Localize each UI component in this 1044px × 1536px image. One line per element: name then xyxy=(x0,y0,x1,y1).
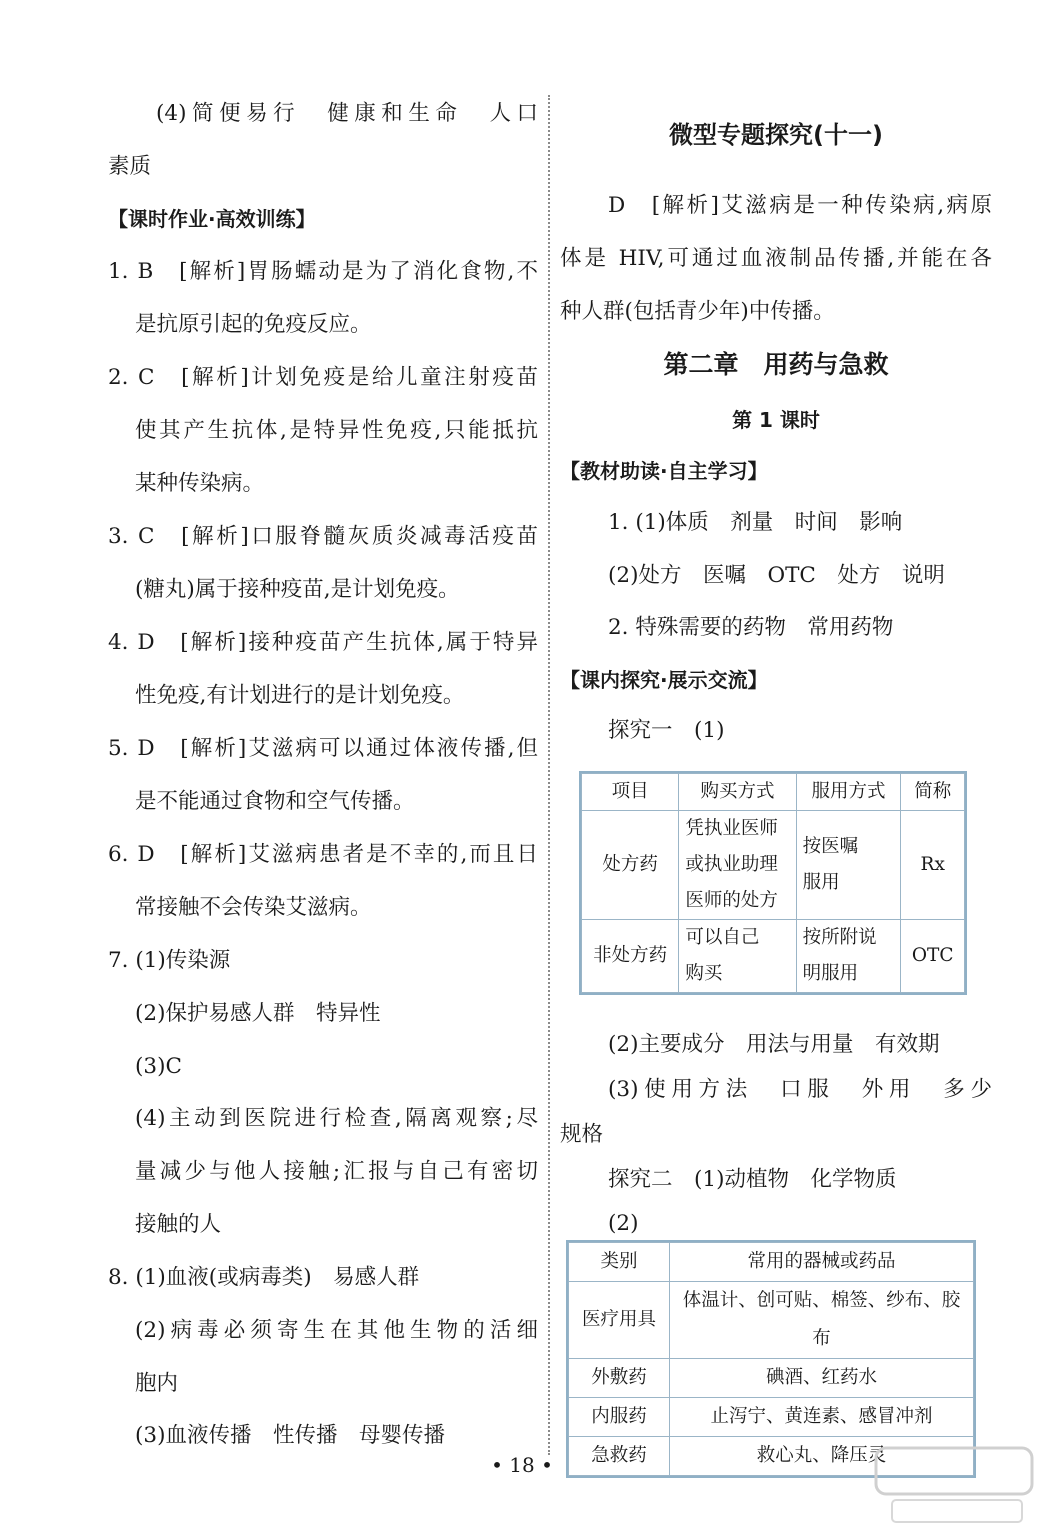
table-cell: 急救药 xyxy=(569,1437,670,1476)
answer-line: 2. 特殊需要的药物 常用药物 xyxy=(608,615,894,640)
table-header-row xyxy=(569,1243,974,1282)
table-cell xyxy=(796,811,901,920)
cell-line: 或执业助理 xyxy=(685,854,778,875)
answer-line: 8. (1)血液(或病毒类) 易感人群 xyxy=(108,1265,420,1290)
table-cell: 止泻宁、黄连素、感冒冲剂 xyxy=(670,1398,974,1437)
table-header-row xyxy=(582,774,965,811)
answer-line: (2)保护易感人群 特异性 xyxy=(135,1001,381,1026)
answer-line: 接触的人 xyxy=(135,1212,222,1237)
table-header-cell: 项目 xyxy=(582,774,679,811)
answer-line: 胞内 xyxy=(135,1371,179,1396)
answer-line: 某种传染病。 xyxy=(135,471,265,496)
answer-line: 探究二 (1)动植物 化学物质 xyxy=(608,1167,897,1192)
cell-line: 购买 xyxy=(685,963,723,984)
answer-line: 2. C [解析]计划免疫是给儿童注射疫苗 xyxy=(108,365,538,390)
table-cell: 非处方药 xyxy=(582,920,679,993)
answer-line: (3)C xyxy=(135,1054,182,1079)
table-cell: OTC xyxy=(901,920,965,993)
page-number: • 18 • xyxy=(491,1453,553,1477)
answer-line: (2) xyxy=(608,1211,639,1236)
answer-line: 素质 xyxy=(108,154,152,179)
answer-line: 是抗原引起的免疫反应。 xyxy=(135,312,372,337)
cell-line: 医师的处方 xyxy=(685,890,778,911)
answer-line: 6. D [解析]艾滋病患者是不幸的,而且日 xyxy=(108,842,538,867)
answer-line: 是不能通过食物和空气传播。 xyxy=(135,789,415,814)
table-header-cell: 常用的器械或药品 xyxy=(670,1243,974,1282)
answer-line: 种人群(包括青少年)中传播。 xyxy=(560,299,835,324)
answer-line: 7. (1)传染源 xyxy=(108,948,231,973)
watermark-logo-icon xyxy=(870,1440,1040,1530)
cell-line: 按医嘱 xyxy=(802,836,859,857)
cell-line: 可以自己 xyxy=(685,927,760,948)
table-cell: 处方药 xyxy=(582,811,679,920)
answer-line: 规格 xyxy=(560,1122,604,1147)
table-cell xyxy=(679,811,796,920)
answer-line: (3)血液传播 性传播 母婴传播 xyxy=(135,1423,445,1448)
table-cell: 外敷药 xyxy=(569,1359,670,1398)
table-row xyxy=(569,1398,974,1437)
section-heading: 【教材助读·自主学习】 xyxy=(560,459,768,483)
table-cell: 医疗用具 xyxy=(569,1282,670,1359)
topic-title: 微型专题探究(十一) xyxy=(669,121,883,149)
medicine-type-table xyxy=(581,773,965,993)
table-cell: Rx xyxy=(901,811,965,920)
answer-line: 性免疫,有计划进行的是计划免疫。 xyxy=(135,683,465,708)
section-heading: 【课内探究·展示交流】 xyxy=(560,668,768,692)
table-row xyxy=(569,1282,974,1359)
table-row xyxy=(569,1359,974,1398)
table-row xyxy=(582,811,965,920)
answer-line: (2)病毒必须寄生在其他生物的活细 xyxy=(135,1318,538,1343)
answer-line: 常接触不会传染艾滋病。 xyxy=(135,895,372,920)
answer-line: 4. D [解析]接种疫苗产生抗体,属于特异 xyxy=(108,630,538,655)
cell-line: 凭执业医师 xyxy=(685,818,778,839)
table-cell xyxy=(679,920,796,993)
table-header-cell: 购买方式 xyxy=(679,774,796,811)
answer-line: 1. (1)体质 剂量 时间 影响 xyxy=(608,510,903,535)
table-cell: 碘酒、红药水 xyxy=(670,1359,974,1398)
answer-line: D [解析]艾滋病是一种传染病,病原 xyxy=(608,193,992,218)
table-cell: 体温计、创可贴、棉签、纱布、胶布 xyxy=(670,1282,974,1359)
cell-line: 明服用 xyxy=(802,963,859,984)
table-cell: 救心丸、降压灵 xyxy=(670,1437,974,1476)
table-cell xyxy=(796,920,901,993)
answer-line: (4)简便易行 健康和生命 人口 xyxy=(156,101,538,126)
answer-line: 探究一 (1) xyxy=(608,718,725,743)
answer-line: (糖丸)属于接种疫苗,是计划免疫。 xyxy=(135,577,460,602)
answer-line: (3)使用方法 口服 外用 多少 xyxy=(608,1077,992,1102)
cell-line: 按所附说 xyxy=(802,927,877,948)
chapter-title: 第二章 用药与急救 xyxy=(663,350,889,379)
table-header-cell: 服用方式 xyxy=(796,774,901,811)
answer-line: 体是 HIV,可通过血液制品传播,并能在各 xyxy=(560,246,992,271)
answer-line: (4)主动到医院进行检查,隔离观察;尽 xyxy=(135,1106,538,1131)
answer-line: 1. B [解析]胃肠蠕动是为了消化食物,不 xyxy=(108,259,538,284)
answer-line: 量减少与他人接触;汇报与自己有密切 xyxy=(135,1159,538,1184)
table-cell: 内服药 xyxy=(569,1398,670,1437)
answer-line: (2)处方 医嘱 OTC 处方 说明 xyxy=(608,563,945,588)
answer-line: (2)主要成分 用法与用量 有效期 xyxy=(608,1032,940,1057)
section-heading: 【课时作业·高效训练】 xyxy=(108,207,316,231)
answer-line: 使其产生抗体,是特异性免疫,只能抵抗 xyxy=(135,418,538,443)
table-row xyxy=(582,920,965,993)
table-header-cell: 类别 xyxy=(569,1243,670,1282)
table-header-cell: 简称 xyxy=(901,774,965,811)
cell-line: 服用 xyxy=(802,872,840,893)
answer-line: 5. D [解析]艾滋病可以通过体液传播,但 xyxy=(108,736,538,761)
column-divider xyxy=(548,95,550,1455)
answer-line: 3. C [解析]口服脊髓灰质炎减毒活疫苗 xyxy=(108,524,538,549)
lesson-title: 第 1 课时 xyxy=(732,408,820,432)
